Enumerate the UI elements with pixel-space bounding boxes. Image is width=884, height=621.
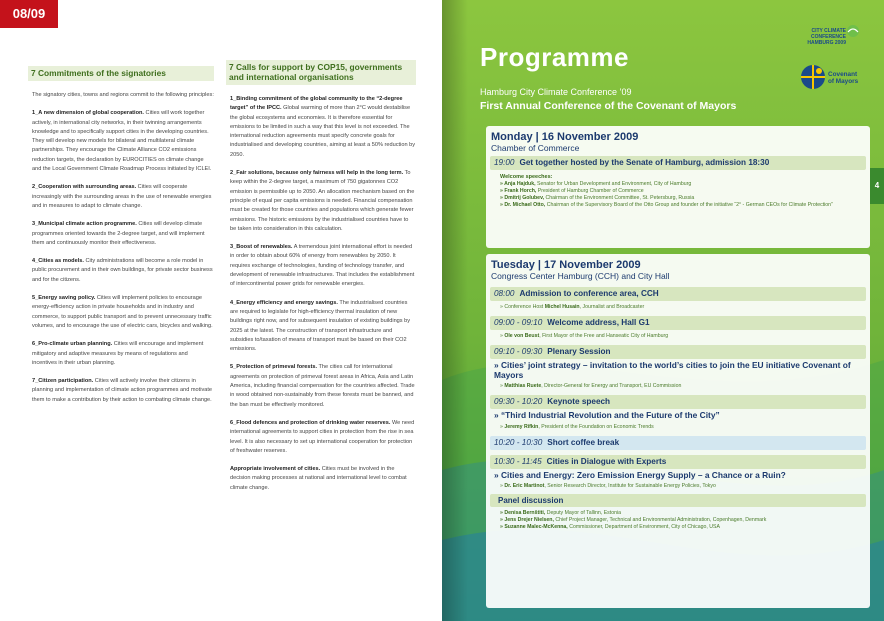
session-title: Admission to conference area, CCH	[519, 289, 659, 298]
speaker-line	[486, 195, 870, 202]
speaker-name: Ole von Beust	[504, 333, 540, 339]
session-speaker	[486, 424, 870, 431]
item-title: 2_Cooperation with surrounding areas.	[32, 184, 137, 191]
speaker-prefix: »	[500, 383, 505, 389]
session-title: Keynote speech	[547, 397, 611, 406]
monday-event-bar	[490, 156, 866, 170]
item-title: 1_A new dimension of global cooperation.	[32, 110, 144, 117]
item-text: Cities will work together actively, in international city networks, in their twinning arrangements knowledge and to specifically support cities in the developing countries. They will develop new models for bilateral and multilateral climate partnerships. They encourage the Climate Alliance CO2 emissions reduction targets, the declaration by EUROCITIES on climate change and the Local Government Climate Roadmap Process initiated by ICLEI.	[32, 110, 212, 173]
session-talk: » “Third Industrial Revolution and the Future of the City”	[494, 410, 720, 420]
section-tab: 4	[870, 168, 884, 204]
session-title: Short coffee break	[547, 437, 620, 447]
session-speaker	[486, 383, 870, 390]
session-title: Cities in Dialogue with Experts	[546, 456, 667, 466]
session-bar	[490, 345, 866, 359]
list-item	[32, 377, 214, 405]
item-title: 7_Citizen participation.	[32, 378, 94, 385]
panelist-name: » Denisa Bernštiti,	[500, 510, 546, 516]
item-text: Cities will actively involve their citizens in planning and implementation of climate action programmes and motivate them to make a contribution by their action to combating climate change.	[32, 378, 213, 403]
speaker-name: » Dmitrij Golubev,	[500, 195, 545, 201]
item-title: 5_Energy saving policy.	[32, 295, 96, 302]
session-time: 09:10 - 09:30	[494, 347, 543, 356]
speaker-prefix: »	[500, 423, 505, 430]
speaker-name: Jeremy Rifkin	[504, 423, 539, 430]
session-bar	[490, 287, 866, 301]
calls-column	[226, 60, 416, 502]
session-bar	[490, 436, 866, 450]
session-talk: » Cities and Energy: Zero Emission Energy Supply – a Chance or a Ruin?	[494, 469, 786, 480]
item-title: 3_Municipal climate action programme.	[32, 221, 137, 228]
list-item	[32, 294, 214, 331]
item-title: 6_Pro-climate urban planning.	[32, 341, 113, 348]
speaker-line	[486, 181, 870, 188]
speaker-role: , President of the Foundation on Economic Trends	[538, 423, 654, 430]
item-text: Cities must be involved in the decision making processes at national and international level to combat climate change.	[230, 466, 407, 491]
panelist-role: Chief Project Manager, Technical and Environmental Administration, Copenhagen, Denmark	[553, 517, 767, 523]
session-title: Welcome address, Hall G1	[547, 318, 650, 327]
session-speaker	[486, 483, 870, 490]
session-time: 08:00	[494, 289, 515, 298]
item-title: 5_Protection of primeval forests.	[230, 364, 318, 371]
monday-event-title: Get together hosted by the Senate of Hamburg, admission 18:30	[519, 158, 770, 167]
session-bar	[490, 316, 866, 330]
programme-title: Programme	[480, 42, 629, 72]
item-text: Cities will cooperate increasingly with the surrounding areas in the use of renewable energies and in measures to adapt to climate change.	[32, 184, 212, 209]
speaker-role: Chairman of the Environment Committee, St. Petersburg, Russia	[544, 195, 695, 201]
logos	[800, 28, 860, 98]
commitments-heading: 7 Commitments of the signatories	[28, 66, 214, 81]
right-page	[442, 0, 884, 621]
speaker-prefix: » Conference Host	[500, 304, 545, 310]
item-title: 4_Energy efficiency and energy savings.	[230, 299, 338, 306]
item-title: 6_Flood defences and protection of drinking water reserves.	[230, 419, 391, 426]
session-time: 09:30 - 10:20	[494, 397, 543, 406]
list-item	[230, 169, 416, 234]
speaker-prefix: »	[500, 333, 505, 339]
session-bar	[490, 395, 866, 409]
item-text: Cities will encourage and implement mitigatory and adaptive measures by means of regulations and incentives in their urban planning.	[32, 341, 204, 366]
session-speaker	[486, 304, 870, 311]
session-time: 10:20 - 10:30	[494, 437, 543, 447]
session-time: 10:30 - 11:45	[494, 456, 542, 466]
item-text: Cities will develop climate programmes oriented towards the 2-degree target, and will implement them and continuously monitor their effectiveness.	[32, 221, 205, 246]
item-text: City administrations will become a role model in public procurement and in their own buildings, for private sector business and for the citizens.	[32, 258, 213, 283]
session-talk: » Cities’ joint strategy – invitation to the world’s cities to join the EU initiative Covenant of Mayors	[494, 360, 851, 380]
session-title: Plenary Session	[547, 347, 611, 356]
welcome-speeches-label: Welcome speeches:	[500, 174, 553, 180]
speaker-name: » Anja Hajduk,	[500, 181, 536, 187]
speaker-role: President of Hamburg Chamber of Commerce	[536, 188, 644, 194]
panelist-role: Deputy Mayor of Tallinn, Estonia	[545, 510, 622, 516]
speaker-name: » Frank Horch,	[500, 188, 537, 194]
session-bar	[490, 455, 866, 469]
item-title: 4_Cities as models.	[32, 258, 84, 265]
commitments-intro: The signatory cities, towns and regions commit to the following principles:	[32, 92, 214, 98]
item-title: Appropriate involvement of cities.	[230, 466, 321, 473]
item-title: 3_Boost of renewables.	[230, 244, 293, 251]
speaker-line	[486, 188, 870, 195]
item-text: To keep within the 2-degree target, a maximum of 750 gigatonnes CO2 emission is permissible up to 2050. An allocation mechanism based on the principle of equal per capita emissions is needed. Financial compensation must be created for those countries and populations which generate fewer emissions. The historic emissions by the industrialised countries have to be taken into consideration in this calculation.	[230, 170, 415, 232]
speaker-role: Chairman of the Supervisory Board of the Otto Group and founder of the initiative “2° - German CEOs for Climate Protection”	[545, 202, 833, 208]
list-item	[230, 299, 416, 355]
speaker-prefix: »	[500, 483, 505, 489]
speaker-line	[486, 202, 870, 209]
speaker-name: Matthias Ruete	[504, 383, 542, 389]
speaker-name: Dr. Eric Martinot	[504, 483, 545, 489]
covenant-logo-text: Covenant of Mayors	[828, 71, 859, 85]
panelist-line	[486, 524, 870, 531]
session-time: 09:00 - 09:10	[494, 318, 543, 327]
item-title: 1_Binding commitment of the global community to the “2-degree target” of the IPCC.	[230, 96, 403, 112]
item-text: The cities call for international agreements on protection of primeval forest areas in Africa, Asia and Latin America, including financial compensation for the countries affected. Trade in wood obtained non-sustainably from these forests must be banned, and the ban must be effectively monitored.	[230, 364, 415, 408]
speaker-role: , Senior Research Director, Institute for Sustainable Energy Policies, Tokyo	[544, 483, 716, 489]
panelist-line	[486, 510, 870, 517]
page-gutter-shadow	[442, 0, 468, 621]
commitments-column	[28, 66, 214, 414]
list-item	[230, 95, 416, 160]
panelist-name: » Jens Drejer Nielsen,	[500, 517, 554, 523]
item-text: Cities will implement policies to encourage energy-efficiency action in private households and in industry and commerce, to support public transport and to prevent unnecessary traffic volumes, and to encourage the use of electric cars, bicycles and walking.	[32, 295, 213, 329]
monday-panel	[486, 126, 870, 248]
speaker-name: Michel Husain	[544, 304, 580, 310]
list-item	[32, 183, 214, 211]
speaker-role: , First Mayor of the Free and Hanseatic City of Hamburg	[539, 333, 669, 339]
list-item	[32, 257, 214, 285]
tuesday-panel	[486, 254, 870, 608]
page-number-tab: 08/09	[0, 0, 58, 28]
panelist-role: Commissioner, Department of Environment, City of Chicago, USA	[567, 524, 720, 530]
conference-subtitle-bold: First Annual Conference of the Covenant of Mayors	[480, 100, 737, 112]
list-item	[230, 419, 416, 456]
session-speaker	[486, 333, 870, 340]
list-item	[230, 243, 416, 289]
list-item	[230, 363, 416, 409]
monday-event-time: 19:00	[494, 158, 515, 167]
list-item	[32, 340, 214, 368]
monday-venue: Chamber of Commerce	[491, 143, 580, 153]
panelist-line	[486, 517, 870, 524]
tuesday-venue: Congress Center Hamburg (CCH) and City Hall	[491, 271, 670, 281]
speaker-role: , Journalist and Broadcaster	[579, 304, 645, 310]
list-item	[230, 465, 416, 493]
city-climate-logo-text: CITY CLIMATE CONFERENCE HAMBURG 2009	[807, 28, 846, 46]
list-item	[32, 220, 214, 248]
item-text: The industrialised countries are required to legislate for high-efficiency thermal insulation of new buildings right now, and for subsequent insulation of existing buildings by 2025 at the latest. The construction of transport infrastructure and subsidies to/taxation of means of transport must be based on their CO2 emissions.	[230, 299, 411, 353]
speaker-name: » Dr. Michael Otto,	[500, 202, 546, 208]
item-title: 2_Fair solutions, because only fairness will help in the long term.	[230, 170, 404, 177]
panel-discussion-label: Panel discussion	[490, 494, 866, 507]
item-text: Global warming of more than 2°C would destabilise the global ecosystems and economies. It is therefore essential for emissions to be limited in such a way that this level is not exceeded. The international reduction agreements must specify concrete goals for industrialised and developing countries, aiming at least a 50% reduction by 2050.	[230, 105, 416, 158]
conference-subtitle: Hamburg City Climate Conference ’09	[480, 87, 632, 97]
item-text: We need international agreements to support cities in protection from the rise in sea level. It is also necessary to set up international cooperation for protection of freshwater reserves.	[230, 419, 415, 454]
speaker-role: , Director-General for Energy and Transport, EU Commission	[541, 383, 682, 389]
panelist-name: » Suzanne Malec-McKenna,	[500, 524, 568, 530]
monday-day: Monday | 16 November 2009	[491, 131, 639, 143]
item-text: A tremendous joint international effort is needed in order to obtain about 60% of energy from renewables by 2050. It requires exchange of technologies, funding of technology transfer, and development of renewable infrastructures. That includes the establishment of intercontinental power grids for renewable energies.	[230, 244, 415, 288]
covenant-logo-icon	[800, 62, 826, 92]
tuesday-day: Tuesday | 17 November 2009	[491, 259, 641, 271]
city-climate-logo-icon	[844, 24, 862, 38]
speaker-role: Senator for Urban Development and Environment, City of Hamburg	[535, 181, 692, 187]
list-item	[32, 109, 214, 174]
calls-heading: 7 Calls for support by COP15, governments and international organisations	[226, 60, 416, 85]
